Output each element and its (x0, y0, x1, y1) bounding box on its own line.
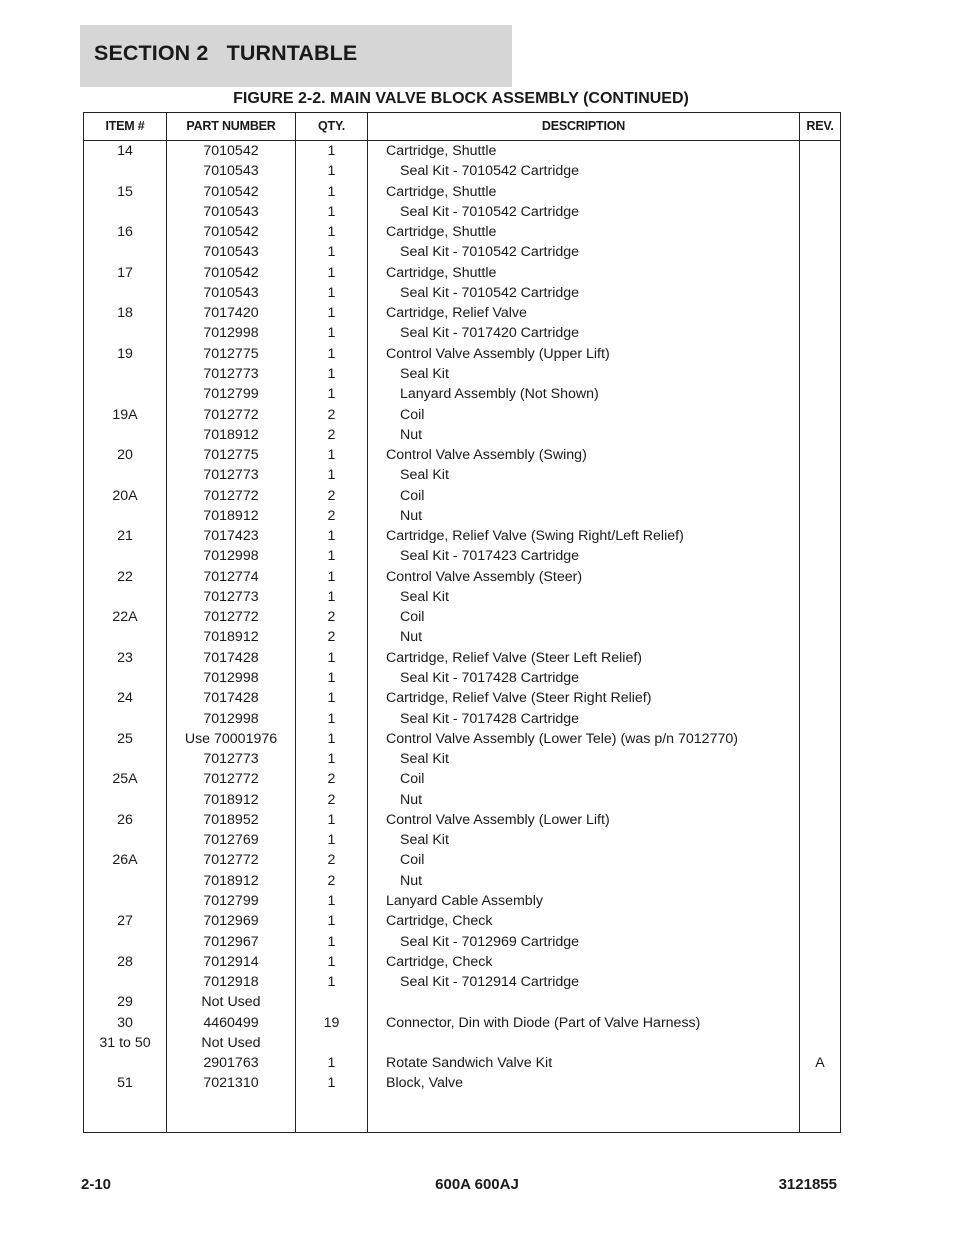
description-cell: Seal Kit - 7010542 Cartridge (400, 203, 580, 220)
qty-cell: 2 (327, 852, 336, 869)
qty-cell: 1 (327, 203, 336, 220)
qty-cell: 19 (323, 1014, 340, 1031)
description-cell: Cartridge, Check (386, 953, 493, 970)
part-number-cell: 7012998 (203, 325, 259, 342)
table-row (84, 567, 840, 587)
item-cell: 27 (117, 913, 133, 930)
description-cell: Control Valve Assembly (Lower Lift) (386, 811, 610, 828)
part-number-cell: 4460499 (203, 1014, 259, 1031)
qty-cell: 1 (327, 690, 336, 707)
part-number-cell: 7018912 (203, 872, 259, 889)
part-number-cell: 7017428 (203, 690, 259, 707)
qty-cell: 2 (327, 791, 336, 808)
qty-cell: 1 (327, 892, 336, 909)
qty-cell: 2 (327, 406, 336, 423)
part-number-cell: 7012769 (203, 832, 259, 849)
item-cell: 51 (117, 1075, 133, 1092)
table-row (84, 141, 840, 161)
table-row (84, 323, 840, 343)
table-row (84, 810, 840, 830)
part-number-cell: 7010543 (203, 203, 259, 220)
item-cell: 24 (117, 690, 133, 707)
description-cell: Cartridge, Check (386, 913, 493, 930)
qty-cell: 2 (327, 507, 336, 524)
part-number-cell: 7010542 (203, 224, 259, 241)
part-number-cell: 7010542 (203, 264, 259, 281)
item-cell: 30 (117, 1014, 133, 1031)
qty-cell: 1 (327, 305, 336, 322)
header-rev: REV. (806, 119, 834, 133)
table-row (84, 932, 840, 952)
part-number-cell: 7010543 (203, 284, 259, 301)
description-cell: Seal Kit (400, 832, 449, 849)
table-row (84, 1033, 840, 1053)
item-cell: 17 (117, 264, 133, 281)
description-cell: Cartridge, Shuttle (386, 224, 497, 241)
table-row (84, 729, 840, 749)
header-qty: QTY. (318, 119, 345, 133)
item-cell: 20 (117, 447, 133, 464)
qty-cell: 1 (327, 224, 336, 241)
part-number-cell: 7018952 (203, 811, 259, 828)
rev-cell: A (815, 1055, 825, 1072)
qty-cell: 1 (327, 528, 336, 545)
parts-table (83, 112, 841, 1133)
part-number-cell: 7012914 (203, 953, 259, 970)
part-number-cell: 7010542 (203, 183, 259, 200)
qty-cell: 1 (327, 568, 336, 585)
qty-cell: 1 (327, 325, 336, 342)
description-cell: Seal Kit (400, 365, 449, 382)
item-cell: 15 (117, 183, 133, 200)
table-row (84, 445, 840, 465)
description-cell: Cartridge, Shuttle (386, 143, 497, 159)
table-row (84, 344, 840, 364)
part-number-cell: 7017420 (203, 305, 259, 322)
description-cell: Nut (400, 426, 423, 443)
table-row (84, 668, 840, 688)
table-row (84, 242, 840, 262)
table-row (84, 546, 840, 566)
part-number-cell: Not Used (201, 1034, 261, 1051)
qty-cell: 1 (327, 832, 336, 849)
qty-cell: 1 (327, 953, 336, 970)
qty-cell: 1 (327, 913, 336, 930)
table-row (84, 364, 840, 384)
description-cell: Cartridge, Relief Valve (Steer Left Relief) (386, 649, 643, 666)
description-cell: Coil (400, 609, 425, 626)
table-row (84, 222, 840, 242)
table-row (84, 182, 840, 202)
table-row (84, 486, 840, 506)
item-cell: 25 (117, 730, 133, 747)
qty-cell: 1 (327, 670, 336, 687)
part-number-cell: 7012998 (203, 710, 259, 727)
part-number-cell: 7021310 (203, 1075, 259, 1092)
table-row (84, 587, 840, 607)
description-cell: Control Valve Assembly (Steer) (386, 568, 583, 585)
description-cell: Cartridge, Shuttle (386, 264, 497, 281)
item-cell: 29 (117, 994, 133, 1011)
part-number-cell: 7012773 (203, 588, 259, 605)
part-number-cell: 7012799 (203, 892, 259, 909)
description-cell: Nut (400, 872, 423, 889)
qty-cell: 1 (327, 183, 336, 200)
table-row (84, 952, 840, 972)
part-number-cell: 7012775 (203, 345, 259, 362)
qty-cell: 1 (327, 143, 336, 159)
item-cell: 22A (112, 609, 138, 626)
description-cell: Coil (400, 406, 425, 423)
description-cell: Lanyard Assembly (Not Shown) (400, 386, 599, 403)
part-number-cell: 7012772 (203, 406, 259, 423)
table-row (84, 405, 840, 425)
table-row (84, 425, 840, 445)
description-cell: Coil (400, 771, 425, 788)
part-number-cell: 7012772 (203, 852, 259, 869)
description-cell: Seal Kit - 7017428 Cartridge (400, 710, 580, 727)
table-row (84, 992, 840, 1012)
table-row (84, 607, 840, 627)
description-cell: Lanyard Cable Assembly (386, 892, 543, 909)
description-cell: Rotate Sandwich Valve Kit (386, 1055, 553, 1072)
qty-cell: 1 (327, 974, 336, 991)
qty-cell: 1 (327, 710, 336, 727)
qty-cell: 1 (327, 588, 336, 605)
item-cell: 19 (117, 345, 133, 362)
part-number-cell: 7017428 (203, 649, 259, 666)
qty-cell: 1 (327, 548, 336, 565)
part-number-cell: 7012967 (203, 933, 259, 950)
item-cell: 26A (112, 852, 138, 869)
figure-title: FIGURE 2-2. MAIN VALVE BLOCK ASSEMBLY (CONTINUED) (233, 90, 689, 107)
item-cell: 31 to 50 (99, 1034, 151, 1051)
item-cell: 28 (117, 953, 133, 970)
part-number-cell: 7018912 (203, 507, 259, 524)
table-row (84, 1013, 840, 1033)
description-cell: Seal Kit - 7017428 Cartridge (400, 670, 580, 687)
description-cell: Control Valve Assembly (Swing) (386, 447, 587, 464)
part-number-cell: 7018912 (203, 629, 259, 646)
table-row (84, 202, 840, 222)
table-row (84, 161, 840, 181)
part-number-cell: 7012772 (203, 609, 259, 626)
description-cell: Nut (400, 791, 423, 808)
description-cell: Seal Kit (400, 467, 449, 484)
part-number-cell: Use 70001976 (184, 730, 278, 747)
qty-cell: 1 (327, 244, 336, 261)
item-cell: 21 (117, 528, 133, 545)
table-row (84, 972, 840, 992)
qty-cell: 1 (327, 284, 336, 301)
table-row (84, 709, 840, 729)
table-row (84, 790, 840, 810)
table-row (84, 627, 840, 647)
description-cell: Control Valve Assembly (Upper Lift) (386, 345, 610, 362)
table-row (84, 1073, 840, 1093)
table-row (84, 1053, 840, 1073)
qty-cell: 1 (327, 1055, 336, 1072)
table-row (84, 384, 840, 404)
qty-cell: 2 (327, 426, 336, 443)
description-cell: Seal Kit - 7012914 Cartridge (400, 974, 580, 991)
table-row (84, 871, 840, 891)
qty-cell: 2 (327, 771, 336, 788)
description-cell: Seal Kit - 7012969 Cartridge (400, 933, 580, 950)
header-part-number: PART NUMBER (186, 119, 276, 133)
description-cell: Cartridge, Relief Valve (Steer Right Relief) (386, 690, 652, 707)
part-number-cell: 7012998 (203, 548, 259, 565)
table-row (84, 506, 840, 526)
part-number-cell: 7012969 (203, 913, 259, 930)
description-cell: Coil (400, 487, 425, 504)
table-row (84, 769, 840, 789)
qty-cell: 2 (327, 872, 336, 889)
qty-cell: 1 (327, 163, 336, 180)
part-number-cell: 7010542 (203, 143, 259, 159)
table-row (84, 830, 840, 850)
item-cell: 22 (117, 568, 133, 585)
description-cell: Seal Kit - 7010542 Cartridge (400, 163, 580, 180)
part-number-cell: 7012774 (203, 568, 259, 585)
description-cell: Nut (400, 629, 423, 646)
table-row (84, 891, 840, 911)
table-row (84, 850, 840, 870)
qty-cell: 2 (327, 487, 336, 504)
qty-cell: 1 (327, 345, 336, 362)
qty-cell: 1 (327, 264, 336, 281)
description-cell: Seal Kit - 7010542 Cartridge (400, 284, 580, 301)
item-cell: 18 (117, 305, 133, 322)
description-cell: Control Valve Assembly (Lower Tele) (was p/n 7012770) (386, 730, 738, 747)
table-row (84, 526, 840, 546)
qty-cell: 1 (327, 467, 336, 484)
description-cell: Cartridge, Relief Valve (386, 305, 527, 322)
table-row (84, 263, 840, 283)
qty-cell: 1 (327, 933, 336, 950)
page-number: 2-10 (81, 1176, 112, 1193)
table-row (84, 465, 840, 485)
section-title: SECTION 2 TURNTABLE (94, 41, 358, 65)
description-cell: Connector, Din with Diode (Part of Valve Harness) (386, 1014, 701, 1031)
table-row (84, 303, 840, 323)
description-cell: Coil (400, 852, 425, 869)
qty-cell: 1 (327, 751, 336, 768)
part-number-cell: 7012773 (203, 751, 259, 768)
header-description: DESCRIPTION (541, 119, 626, 133)
part-number-cell: Not Used (201, 994, 261, 1011)
item-cell: 20A (112, 487, 138, 504)
part-number-cell: 7012772 (203, 487, 259, 504)
document-number: 3121855 (778, 1176, 837, 1193)
description-cell: Seal Kit (400, 588, 449, 605)
description-cell: Cartridge, Relief Valve (Swing Right/Left Relief) (386, 528, 684, 545)
description-cell: Cartridge, Shuttle (386, 183, 497, 200)
item-cell: 23 (117, 649, 133, 666)
part-number-cell: 7018912 (203, 791, 259, 808)
qty-cell: 1 (327, 730, 336, 747)
qty-cell: 1 (327, 365, 336, 382)
part-number-cell: 7012773 (203, 467, 259, 484)
description-cell: Block, Valve (386, 1075, 464, 1092)
item-cell: 26 (117, 811, 133, 828)
part-number-cell: 7010543 (203, 163, 259, 180)
part-number-cell: 7012775 (203, 447, 259, 464)
description-cell: Nut (400, 507, 423, 524)
qty-cell: 1 (327, 386, 336, 403)
item-cell: 14 (117, 143, 133, 159)
table-row (84, 911, 840, 931)
qty-cell: 2 (327, 629, 336, 646)
qty-cell: 1 (327, 811, 336, 828)
description-cell: Seal Kit (400, 751, 449, 768)
part-number-cell: 7010543 (203, 244, 259, 261)
item-cell: 25A (112, 771, 138, 788)
table-row (84, 648, 840, 668)
description-cell: Seal Kit - 7017423 Cartridge (400, 548, 580, 565)
header-item: ITEM # (105, 119, 145, 133)
part-number-cell: 7018912 (203, 426, 259, 443)
part-number-cell: 7012998 (203, 670, 259, 687)
part-number-cell: 7012772 (203, 771, 259, 788)
qty-cell: 1 (327, 1075, 336, 1092)
table-row (84, 749, 840, 769)
table-row (84, 688, 840, 708)
item-cell: 16 (117, 224, 133, 241)
part-number-cell: 2901763 (203, 1055, 259, 1072)
description-cell: Seal Kit - 7010542 Cartridge (400, 244, 580, 261)
qty-cell: 1 (327, 447, 336, 464)
item-cell: 19A (112, 406, 138, 423)
part-number-cell: 7012799 (203, 386, 259, 403)
qty-cell: 2 (327, 609, 336, 626)
part-number-cell: 7012918 (203, 974, 259, 991)
table-row (84, 283, 840, 303)
qty-cell: 1 (327, 649, 336, 666)
part-number-cell: 7017423 (203, 528, 259, 545)
description-cell: Seal Kit - 7017420 Cartridge (400, 325, 580, 342)
model-number: 600A 600AJ (435, 1176, 519, 1193)
part-number-cell: 7012773 (203, 365, 259, 382)
section-banner (80, 25, 512, 87)
